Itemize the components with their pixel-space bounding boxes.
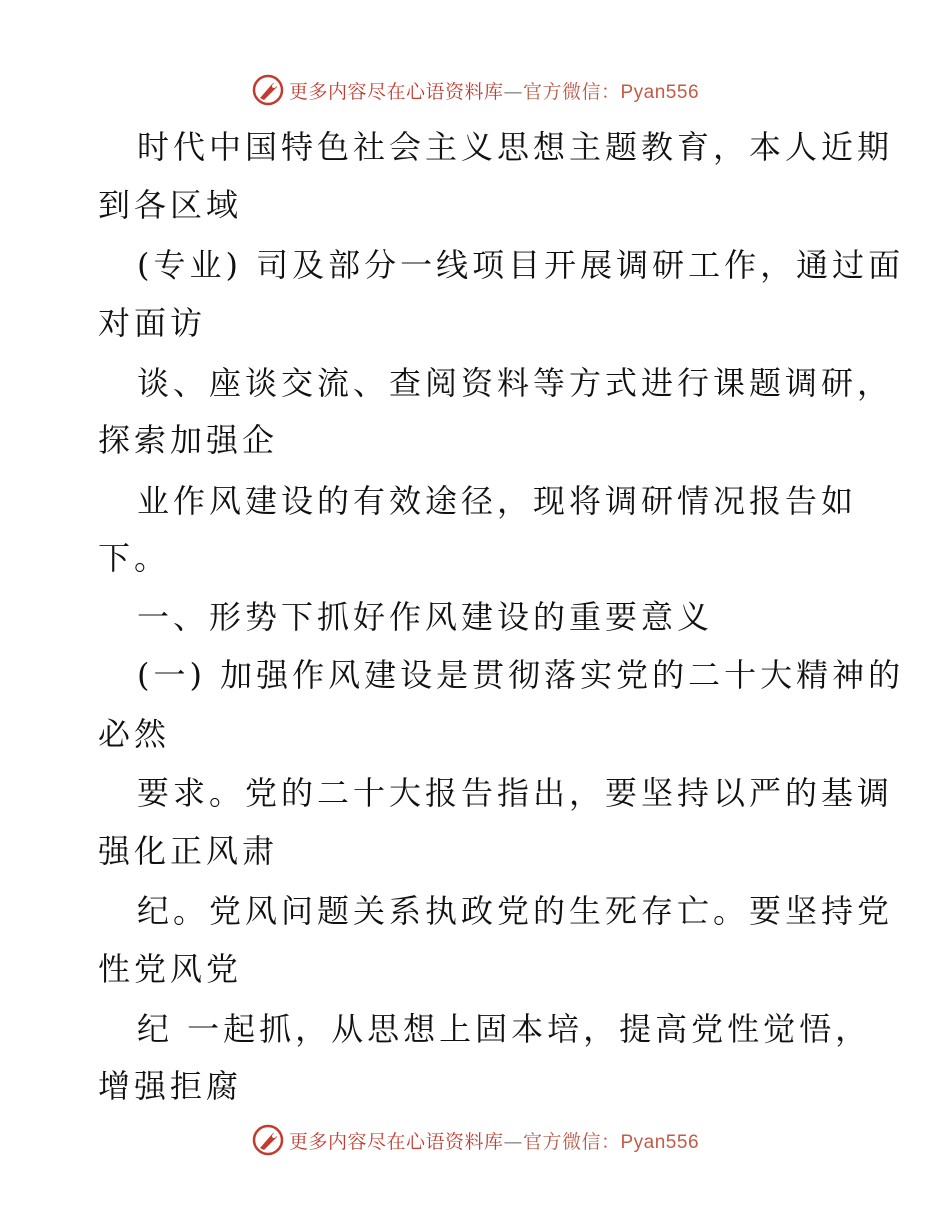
text-line: 必然 (98, 715, 171, 753)
watermark-wechat-label: 官方微信： (522, 1130, 621, 1153)
pen-nib-seal-icon (251, 1123, 285, 1157)
section-heading: 一、形势下抓好作风建设的重要意义 (137, 598, 714, 636)
text-line: 强化正风肃 (98, 832, 279, 870)
watermark-text (289, 77, 699, 104)
text-line: 时代中国特色社会主义思想主题教育，本人近期 (137, 128, 894, 166)
text-line: (专业) 司及部分一线项目开展调研工作，通过面 (137, 246, 905, 284)
pen-nib-seal-icon (251, 73, 285, 107)
text-line: 到各区域 (98, 186, 243, 224)
subsection-heading: (一) 加强作风建设是贯彻落实党的二十大精神的 (137, 656, 905, 694)
watermark-site-name: 更多内容尽在心语资料库 (288, 1130, 504, 1153)
watermark-text (289, 1127, 699, 1154)
watermark-wechat-id: Pyan556 (620, 81, 700, 103)
text-line: 性党风党 (98, 950, 243, 988)
header-watermark (0, 70, 950, 110)
text-line: 探索加强企 (98, 421, 279, 459)
text-line: 增强拒腐 (98, 1067, 243, 1105)
text-line: 对面访 (98, 304, 207, 342)
watermark-site-name: 更多内容尽在心语资料库 (288, 80, 504, 103)
watermark-dash: — (503, 80, 523, 103)
text-line: 下。 (98, 539, 171, 577)
footer-watermark (0, 1120, 950, 1160)
watermark-wechat-id: Pyan556 (620, 1131, 700, 1153)
text-line: 纪 一起抓，从思想上固本培，提高党性觉悟， (137, 1010, 872, 1048)
text-line: 谈、座谈交流、查阅资料等方式进行课题调研， (137, 364, 894, 402)
text-line: 业作风建设的有效途径，现将调研情况报告如 (137, 482, 858, 520)
text-line: 要求。党的二十大报告指出，要坚持以严的基调 (137, 774, 894, 812)
watermark-dash: — (503, 1130, 523, 1153)
text-line: 纪。党风问题关系执政党的生死存亡。要坚持党 (137, 892, 894, 930)
watermark-wechat-label: 官方微信： (522, 80, 621, 103)
